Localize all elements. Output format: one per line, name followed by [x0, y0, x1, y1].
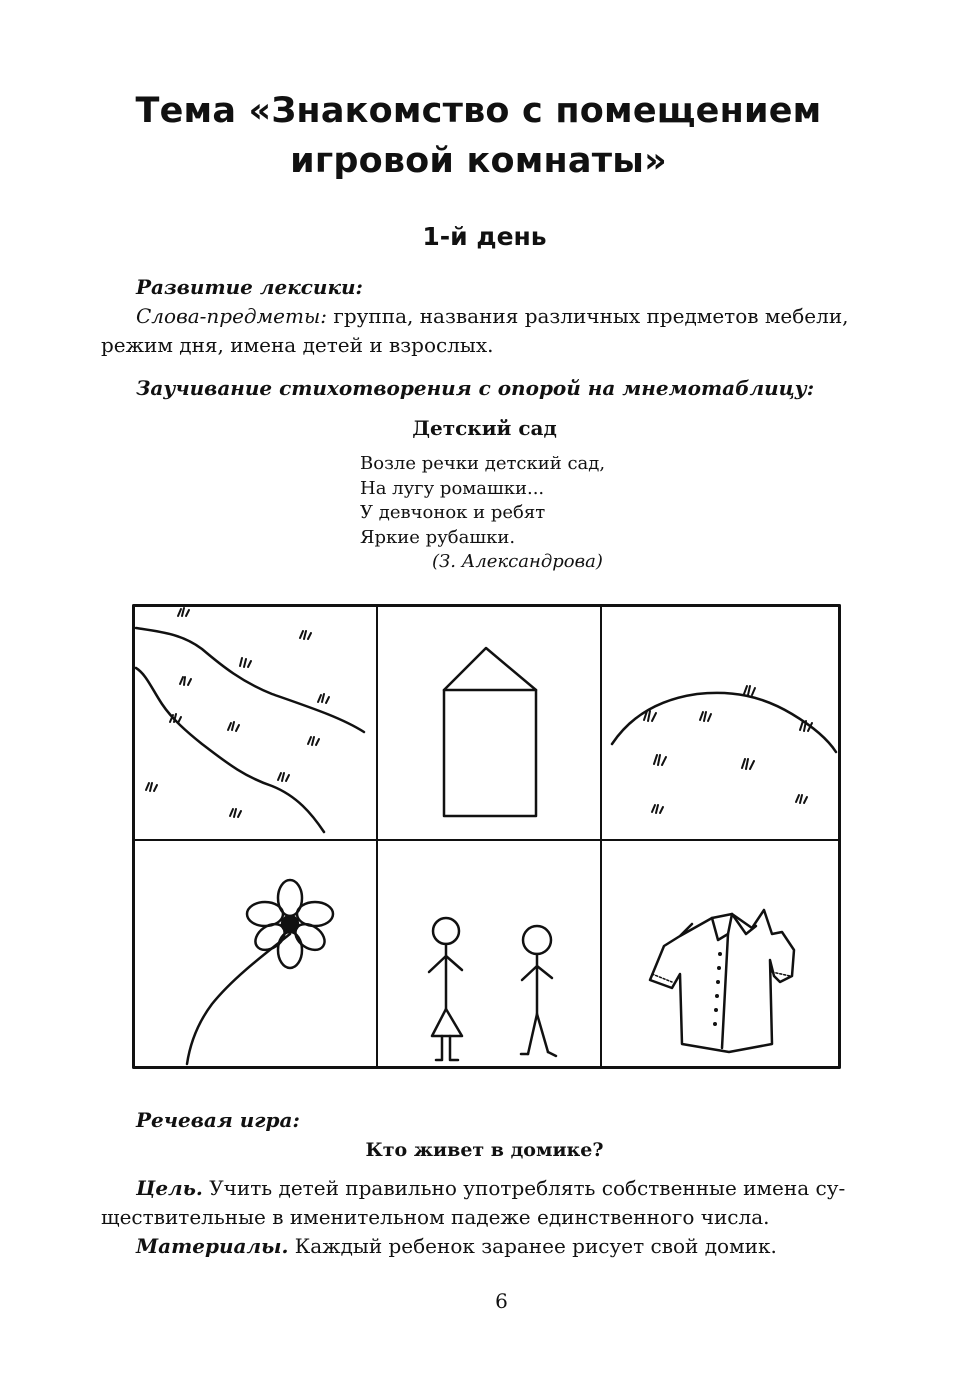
- shirt-icon: [650, 910, 794, 1052]
- goal-paragraph-line-1: [136, 1174, 845, 1203]
- memorization-heading: Заучивание стихотворения с опорой на мнемотаблицу:: [136, 376, 815, 400]
- game-title: Кто живет в домике?: [365, 1139, 604, 1161]
- game-heading: Речевая игра:: [136, 1108, 300, 1132]
- goal-text-line-1: Учить детей правильно употреблять собственные имена су-: [202, 1176, 846, 1200]
- goal-text-line-2: ществительные в именительном падеже единственного числа.: [101, 1205, 770, 1229]
- flower-icon: [187, 880, 333, 1064]
- lexicon-label: Слова-предметы:: [136, 304, 328, 328]
- page-number: 6: [495, 1289, 508, 1313]
- page-title: [0, 86, 957, 186]
- day-heading: 1-й день: [422, 222, 547, 251]
- children-icon: [429, 918, 556, 1060]
- lexicon-heading: Развитие лексики:: [136, 275, 363, 299]
- materials-label: Материалы.: [136, 1234, 289, 1258]
- poem-line: Яркие рубашки.: [360, 526, 516, 548]
- poem-line: У девчонок и ребят: [360, 502, 546, 523]
- mnemo-table: [132, 604, 842, 1070]
- table-border: [134, 606, 840, 1068]
- poem-title: Детский сад: [412, 416, 557, 440]
- poem-line: Возле речки детский сад,: [360, 453, 606, 474]
- goal-label: Цель.: [136, 1176, 203, 1200]
- house-icon: [444, 648, 536, 816]
- page-title-line-2: игровой комнаты»: [290, 141, 667, 181]
- poem-author: (З. Александрова): [432, 551, 603, 572]
- lexicon-text-line-1: группа, названия различных предметов мебели,: [327, 304, 849, 328]
- lexicon-paragraph-line-1: [136, 302, 849, 331]
- materials-paragraph: [136, 1232, 777, 1261]
- river-meadow-icon: [136, 608, 364, 832]
- poem-line: На лугу ромашки...: [360, 477, 545, 499]
- page-title-line-1: Тема «Знакомство с помещением: [135, 91, 822, 131]
- lexicon-text-line-2: режим дня, имена детей и взрослых.: [101, 333, 494, 357]
- hill-meadow-icon: [612, 686, 836, 813]
- poem-body: [360, 452, 605, 550]
- materials-text: Каждый ребенок заранее рисует свой домик.: [288, 1234, 777, 1258]
